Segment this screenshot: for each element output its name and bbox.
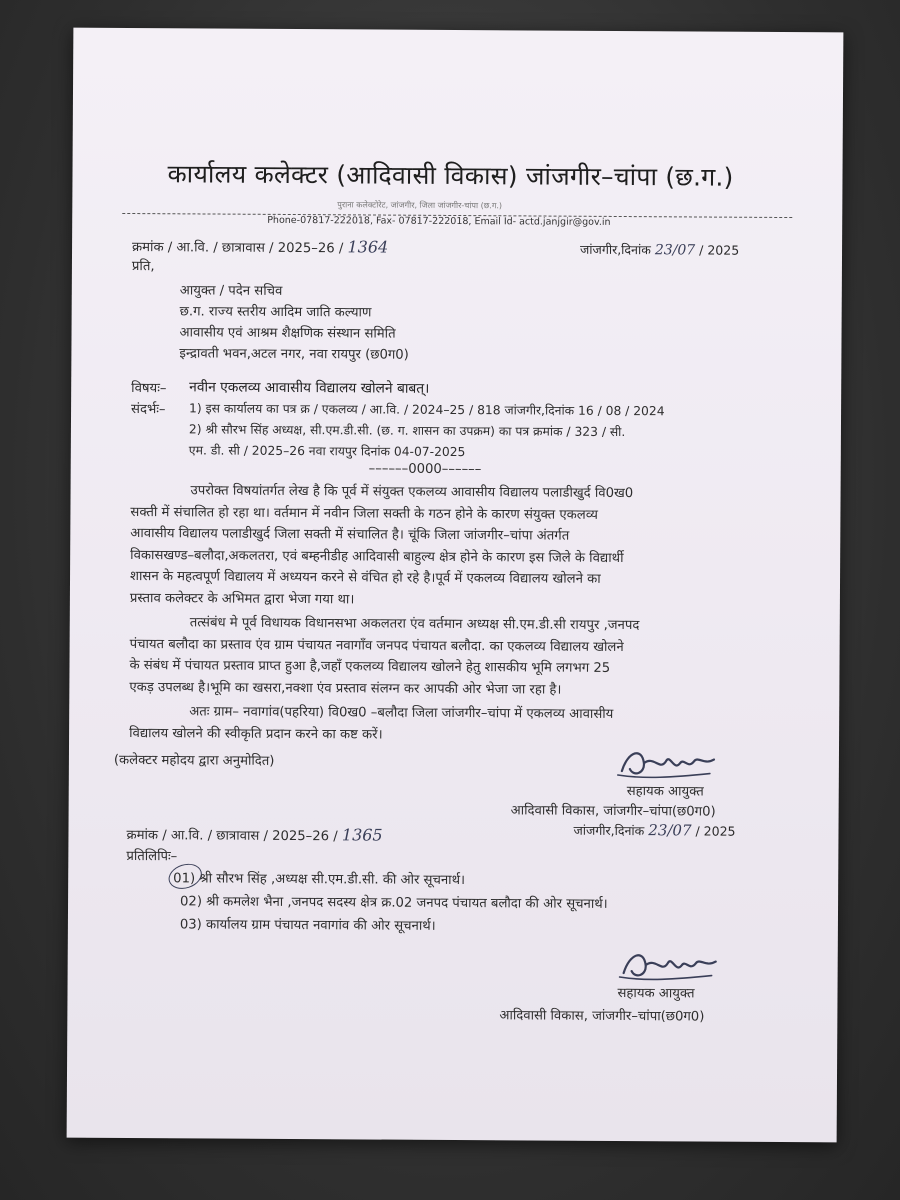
letterhead-title: कार्यालय कलेक्टर (आदिवासी विकास) जांजगीर–चांपा (छ.ग.) xyxy=(167,159,734,192)
prati-label: प्रति, xyxy=(131,259,155,275)
signature-2-office: आदिवासी विकास, जांजगीर–चांपा(छ0ग0) xyxy=(499,1008,705,1025)
addressee-line-4: इन्द्रावती भवन,अटल नगर, नवा रायपुर (छ0ग0) xyxy=(179,346,409,363)
approval-note: (कलेक्टर महोदय द्वारा अनुमोदित) xyxy=(113,752,275,769)
letter-date: जांजगीर,दिनांक 23/07 / 2025 xyxy=(580,241,740,259)
paragraph-line: शासन के महत्वपूर्ण विद्यालय में अध्ययन करने से वंचित हो रहे है।पूर्व में एकलव्य विद्यालय खोलने का xyxy=(129,569,601,587)
signature-2-designation: सहायक आयुक्त xyxy=(617,986,695,1002)
paragraph-line: पंचायत बलौदा का प्रस्ताव एंव ग्राम पंचायत नवागाँव जनपद पंचायत बलौदा. का एकलव्य विद्यालय खोलने xyxy=(129,636,624,655)
date-handwritten: 23/07 xyxy=(648,821,692,840)
copy-label: प्रतिलिपिः– xyxy=(126,848,178,865)
paragraph-line: सक्ती में संचालित हो रहा था। वर्तमान में नवीन जिला सक्ती के गठन होने के कारण संयुक्त एकलव्य xyxy=(130,504,598,523)
addressee-line-3: आवासीय एवं आश्रम शैक्षणिक संस्थान समिति xyxy=(179,325,396,342)
copy-item-2: 02) श्री कमलेश भैना ,जनपद सदस्य क्षेत्र क्र.02 जनपद पंचायत बलौदा की ओर सूचनार्थ। xyxy=(180,894,608,912)
signature-1-date: जांजगीर,दिनांक 23/07 / 2025 xyxy=(573,821,736,840)
paragraph-line: उपरोक्त विषयांतर्गत लेख है कि पूर्व में संयुक्त एकलव्य आवासीय विद्यालय पलाडीखुर्द वि0ख0 xyxy=(190,483,634,502)
copy-item-1: 01) श्री सौरभ सिंह ,अध्यक्ष सी.एम.डी.सी. की ओर सूचनार्थ। xyxy=(173,871,466,889)
addressee-line-1: आयुक्त / पदेन सचिव xyxy=(179,283,283,299)
signature-1 xyxy=(614,741,724,786)
signature-2 xyxy=(616,943,726,988)
paragraph-line: एकड़ उपलब्ध है।भूमि का खसरा,नक्शा एंव प्रस्ताव संलग्न कर आपकी ओर भेजा जा रहा है। xyxy=(129,679,562,698)
copy-ref-number: क्रमांक / आ.वि. / छात्रावास / 2025–26 / 1365 xyxy=(126,825,383,845)
letterhead-address: पुराना कलेक्टोरेट, जांजगीर, जिला जांजगीर-चांपा (छ.ग.) xyxy=(337,200,503,211)
letterhead-contact: Phone-07817-222018, Fax- 07817-222018, Email Id- actd.janjgir@gov.in xyxy=(267,214,611,228)
paragraph-line: विकासखण्ड–बलौदा,अकलतरा, एवं बम्हनीडीह आदिवासी बाहुल्य क्षेत्र होने के कारण इस जिले के विद्यार्थी xyxy=(130,547,624,566)
ref-number: क्रमांक / आ.वि. / छात्रावास / 2025–26 / 1364 xyxy=(132,237,389,257)
copy-item-3: 03) कार्यालय ग्राम पंचायत नवागांव की ओर सूचनार्थ। xyxy=(179,917,436,934)
paragraph-line: विद्यालय खोलने की स्वीकृति प्रदान करने का कष्ट करें। xyxy=(129,725,383,743)
signature-1-designation: सहायक आयुक्त xyxy=(626,784,704,800)
addressee-line-2: छ.ग. राज्य स्तरीय आदिम जाति कल्याण xyxy=(179,304,372,321)
subject-text: नवीन एकलव्य आवासीय विद्यालय खोलने बाबत्। xyxy=(189,379,430,397)
body-paragraph-2 xyxy=(129,612,780,702)
section-separator: ––––––0000–––––– xyxy=(368,461,482,478)
paragraph-line: तत्संबंध मे पूर्व विधायक विधानसभा अकलतरा एंव वर्तमान अध्यक्ष सी.एम.डी.सी रायपुर ,जनपद xyxy=(189,615,640,634)
paragraph-line: आवासीय विद्यालय पलाडीखुर्द जिला सक्ती में संचालित है। चूंकि जिला जांजगीर–चांपा अंतर्गत xyxy=(130,526,570,544)
body-paragraph-1 xyxy=(130,480,781,613)
subject-label: विषयः– xyxy=(131,381,167,397)
paragraph-line: के संबंध में पंचायत प्रस्ताव प्राप्त हुआ है,जहाँ एकलव्य विद्यालय खोलने हेतु शासकीय भूमि लगभग 25 xyxy=(129,658,611,676)
reference-line-2: 2) श्री सौरभ सिंह अध्यक्ष, सी.एम.डी.सी. (छ. ग. शासन का उपक्रम) का पत्र क्रमांक / 323 / सी. xyxy=(188,422,626,440)
signature-1-office: आदिवासी विकास, जांजगीर–चांपा(छ0ग0) xyxy=(510,803,716,820)
reference-line-3: एम. डी. सी / 2025–26 नवा रायपुर दिनांक 04-07-2025 xyxy=(188,443,466,460)
reference-line-1: 1) इस कार्यालय का पत्र क्र / एकलव्य / आ.वि. / 2024–25 / 818 जांजगीर,दिनांक 16 / 08 / 2024 xyxy=(189,401,665,419)
ref-number-handwritten: 1364 xyxy=(347,237,389,257)
copy-ref-handwritten: 1365 xyxy=(341,825,383,845)
paragraph-line: अतः ग्राम– नवागांव(पहरिया) वि0ख0 –बलौदा जिला जांजगीर–चांपा में एकलव्य आवासीय xyxy=(189,704,614,722)
date-handwritten: 23/07 xyxy=(654,242,696,259)
letter-page xyxy=(67,28,844,1143)
reference-label: संदर्भः– xyxy=(131,402,166,418)
paragraph-line: प्रस्ताव कलेक्टर के अभिमत द्वारा भेजा गया था। xyxy=(129,590,355,607)
